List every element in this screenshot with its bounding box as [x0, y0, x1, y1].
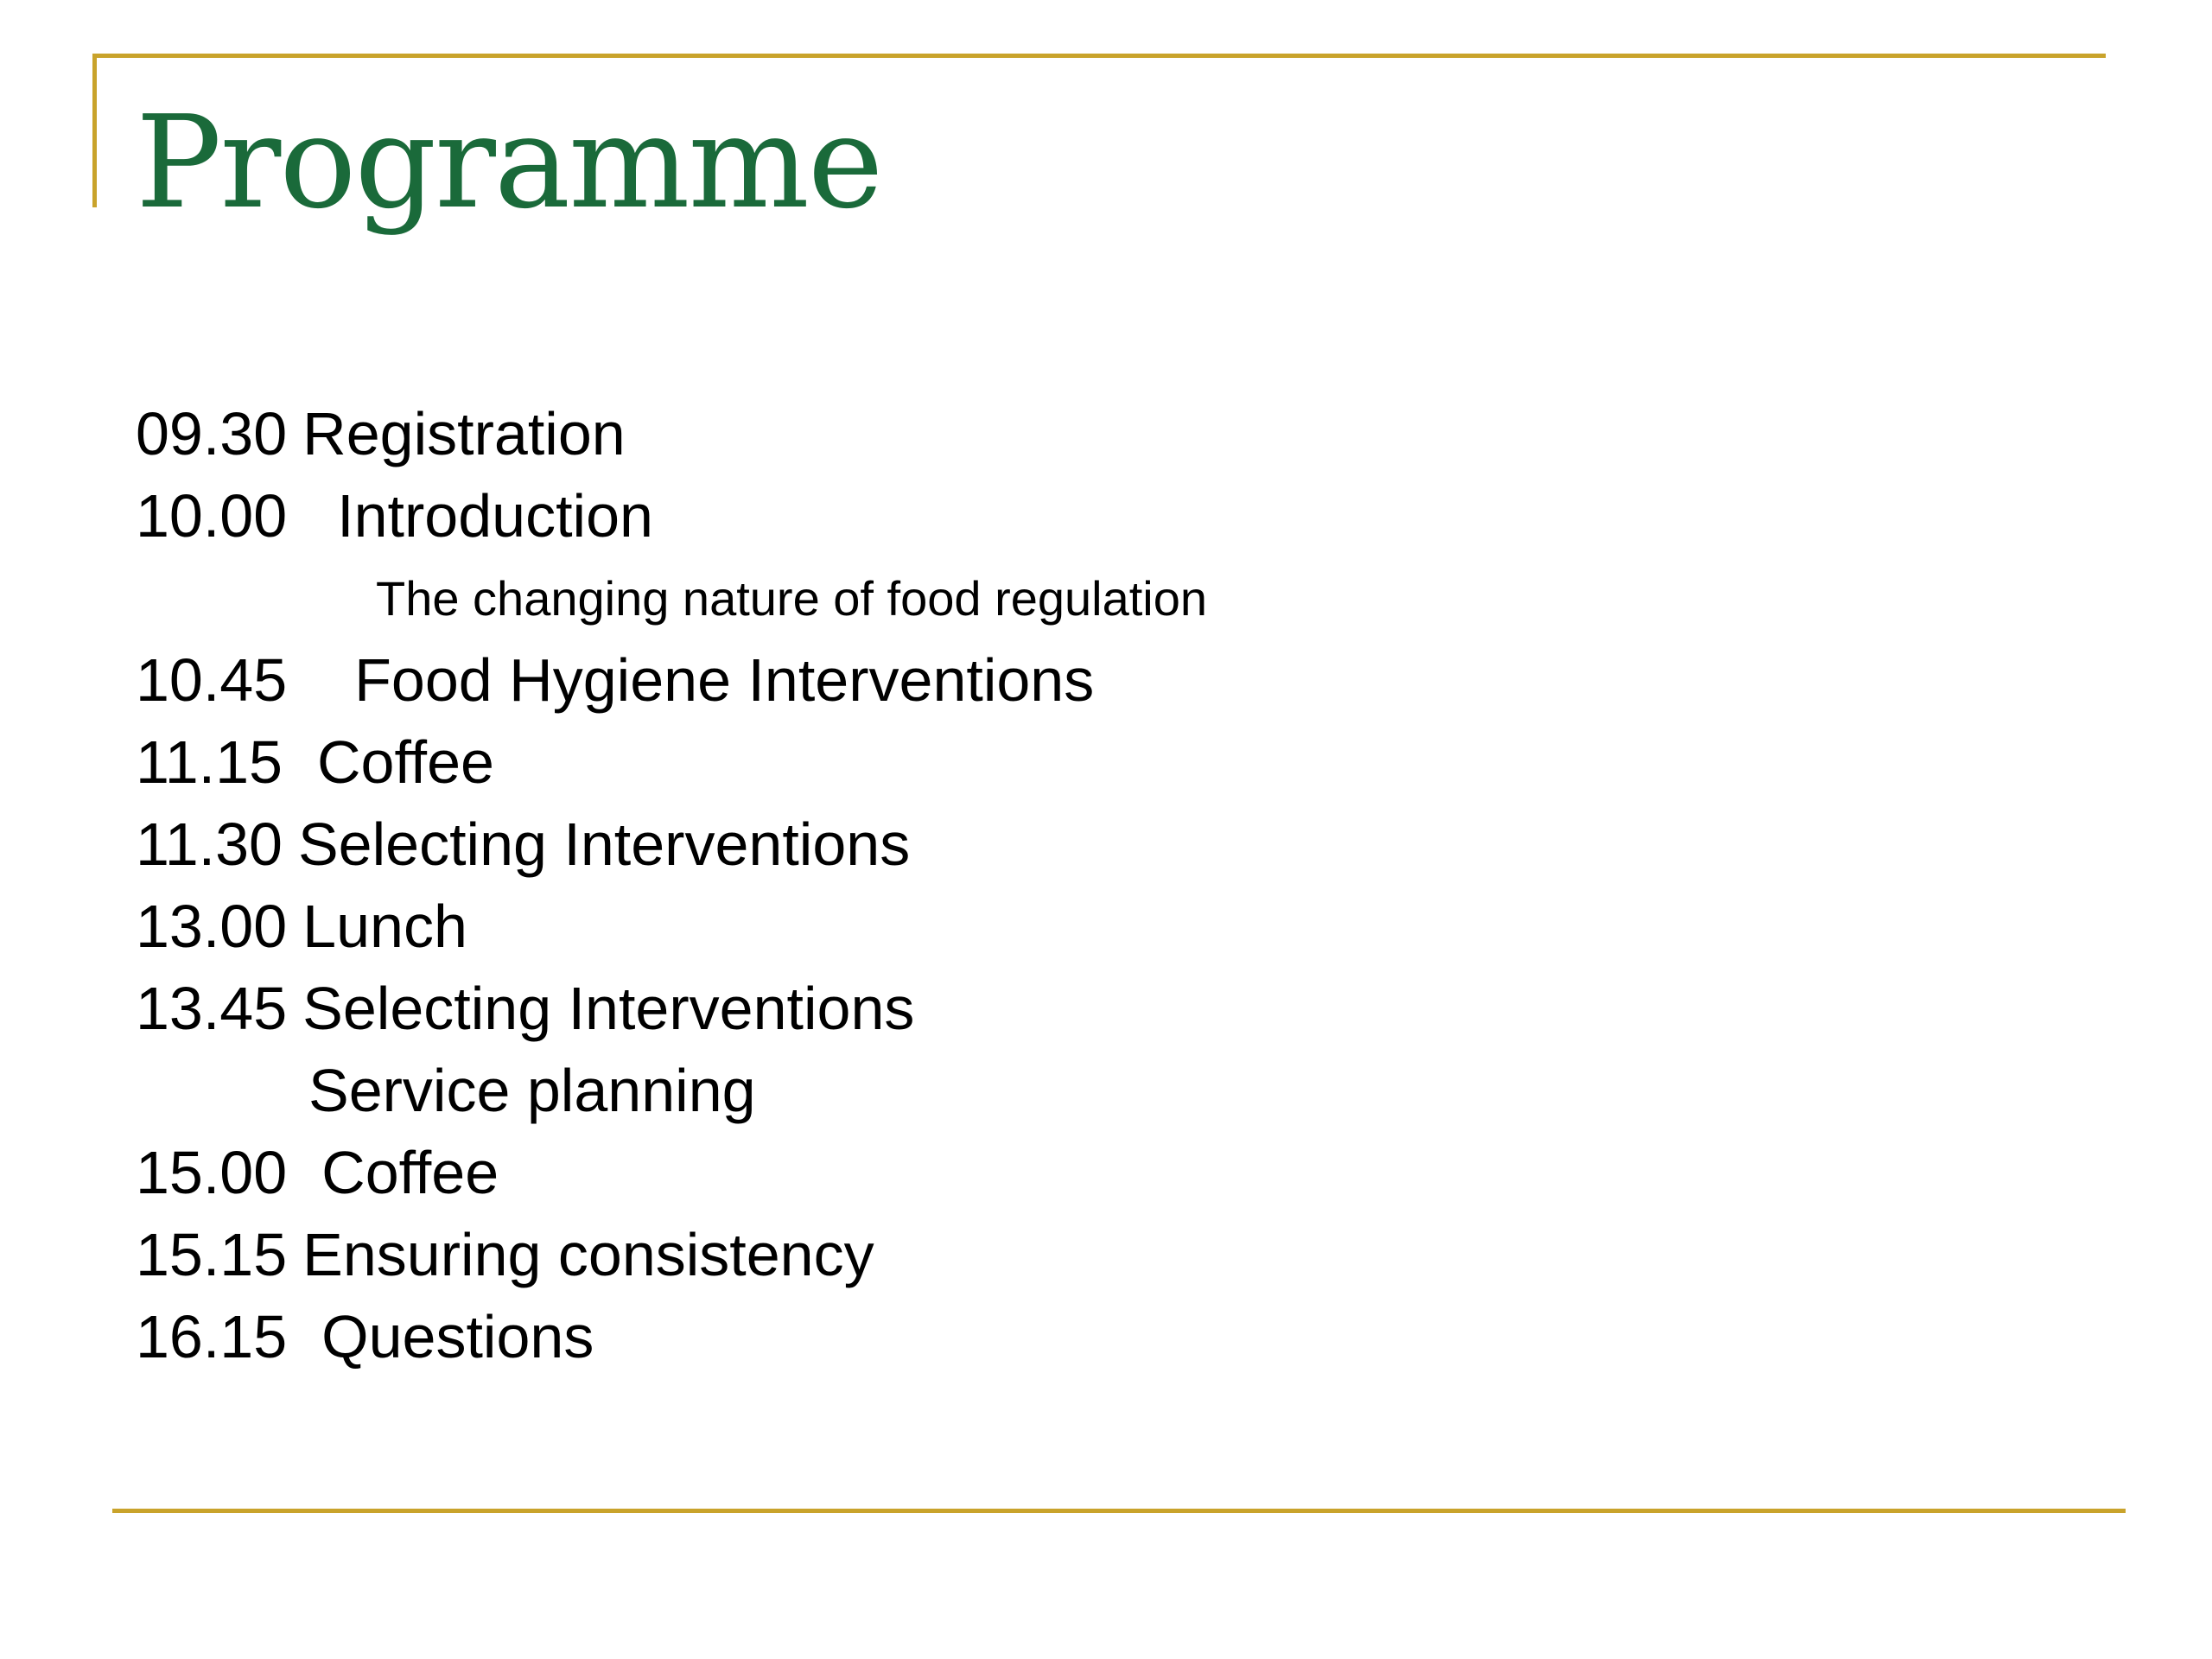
- agenda-item: [136, 721, 1207, 804]
- agenda-continuation: [136, 1050, 1207, 1132]
- agenda-item: [136, 968, 1207, 1050]
- agenda-time: 15.15: [136, 1221, 288, 1288]
- agenda-label: Coffee: [316, 728, 494, 796]
- agenda-label: Questions: [321, 1303, 594, 1370]
- agenda-label: Coffee: [321, 1139, 499, 1206]
- agenda-time: 11.15: [136, 728, 283, 796]
- agenda-list: [136, 393, 1207, 1378]
- agenda-item: [136, 393, 1207, 475]
- agenda-sub-note: [136, 557, 1207, 639]
- agenda-label: Ensuring consistency: [302, 1221, 874, 1288]
- agenda-label: Selecting Interventions: [302, 975, 915, 1042]
- agenda-item: [136, 1214, 1207, 1296]
- agenda-label: Lunch: [302, 893, 467, 960]
- agenda-time: 13.00: [136, 893, 288, 960]
- agenda-time: 13.45: [136, 975, 288, 1042]
- agenda-item: [136, 886, 1207, 968]
- agenda-label: Service planning: [308, 1057, 756, 1124]
- agenda-time: 09.30: [136, 400, 288, 467]
- agenda-item: [136, 804, 1207, 886]
- agenda-label: Registration: [302, 400, 626, 467]
- agenda-time: 11.30: [136, 810, 283, 878]
- agenda-item: [136, 475, 1207, 557]
- bottom-rule: [112, 1509, 2126, 1513]
- agenda-item: [136, 1296, 1207, 1378]
- agenda-time: 10.45: [136, 646, 288, 714]
- agenda-label: Selecting Interventions: [297, 810, 911, 878]
- top-rule: [92, 54, 2106, 58]
- agenda-item: [136, 1132, 1207, 1214]
- slide-title: Programme: [136, 88, 882, 237]
- left-rule: [92, 54, 97, 207]
- agenda-item: [136, 639, 1207, 721]
- agenda-time: 16.15: [136, 1303, 288, 1370]
- agenda-time: 15.00: [136, 1139, 288, 1206]
- agenda-time: 10.00: [136, 482, 288, 550]
- agenda-label: Food Hygiene Interventions: [354, 646, 1095, 714]
- agenda-label: The changing nature of food regulation: [376, 571, 1208, 626]
- agenda-label: Introduction: [337, 482, 653, 550]
